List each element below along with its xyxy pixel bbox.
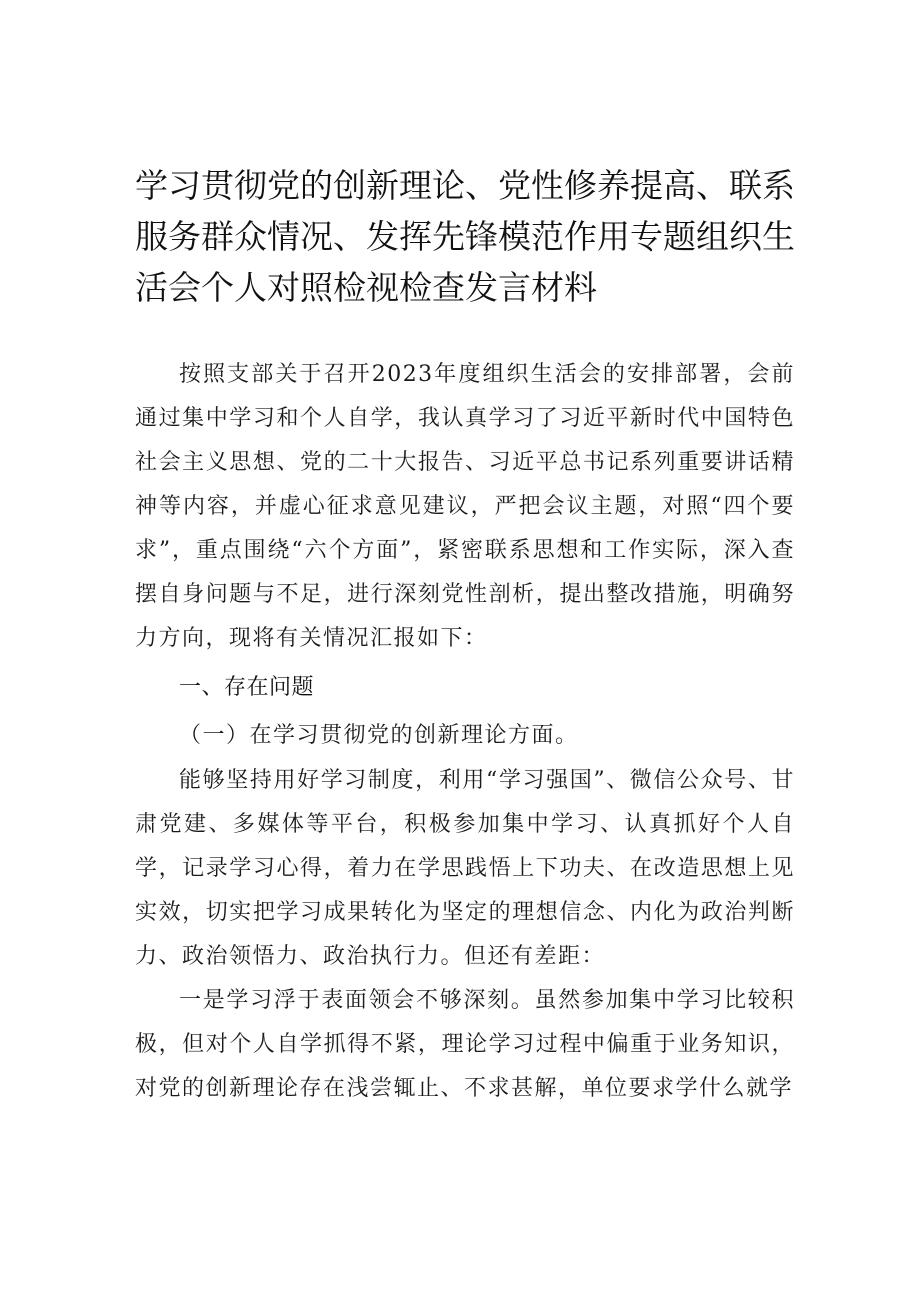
subsection-heading-theory-study: （一）在学习贯彻党的创新理论方面。 xyxy=(179,723,579,748)
paragraph-study-practice: 能够坚持用好学习制度，利用“学习强国”、微信公众号、甘肃党建、多媒体等平台，积极参加集中学习、认真抓好个人自学，记录学习心得，着力在学思践悟上下功夫、在改造思想上见实效，切实把学习成果转化为坚定的理想信念、内化为政治判断力、政治领悟力、政治执行力。但还有差距： xyxy=(135,768,795,969)
document-title: 学习贯彻党的创新理论、党性修养提高、联系服务群众情况、发挥先锋模范作用专题组织生活会个人对照检视检查发言材料 xyxy=(135,166,795,307)
paragraph-problem-one: 一是学习浮于表面领会不够深刻。虽然参加集中学习比较积极，但对个人自学抓得不紧，理论学习过程中偏重于业务知识，对党的创新理论存在浅尝辄止、不求甚解，单位要求学什么就学 xyxy=(135,988,795,1101)
document-body xyxy=(135,353,795,1111)
section-heading-problems: 一、存在问题 xyxy=(179,675,315,700)
intro-paragraph: 按照支部关于召开2023年度组织生活会的安排部署，会前通过集中学习和个人自学，我认真学习了习近平新时代中国特色社会主义思想、党的二十大报告、习近平总书记系列重要讲话精神等内容，并虚心征求意见建议，严把会议主题，对照“四个要求”，重点围绕“六个方面”，紧密联系思想和工作实际，深入查摆自身问题与不足，进行深刻党性剖析，提出整改措施，明确努力方向，现将有关情况汇报如下： xyxy=(135,362,795,651)
